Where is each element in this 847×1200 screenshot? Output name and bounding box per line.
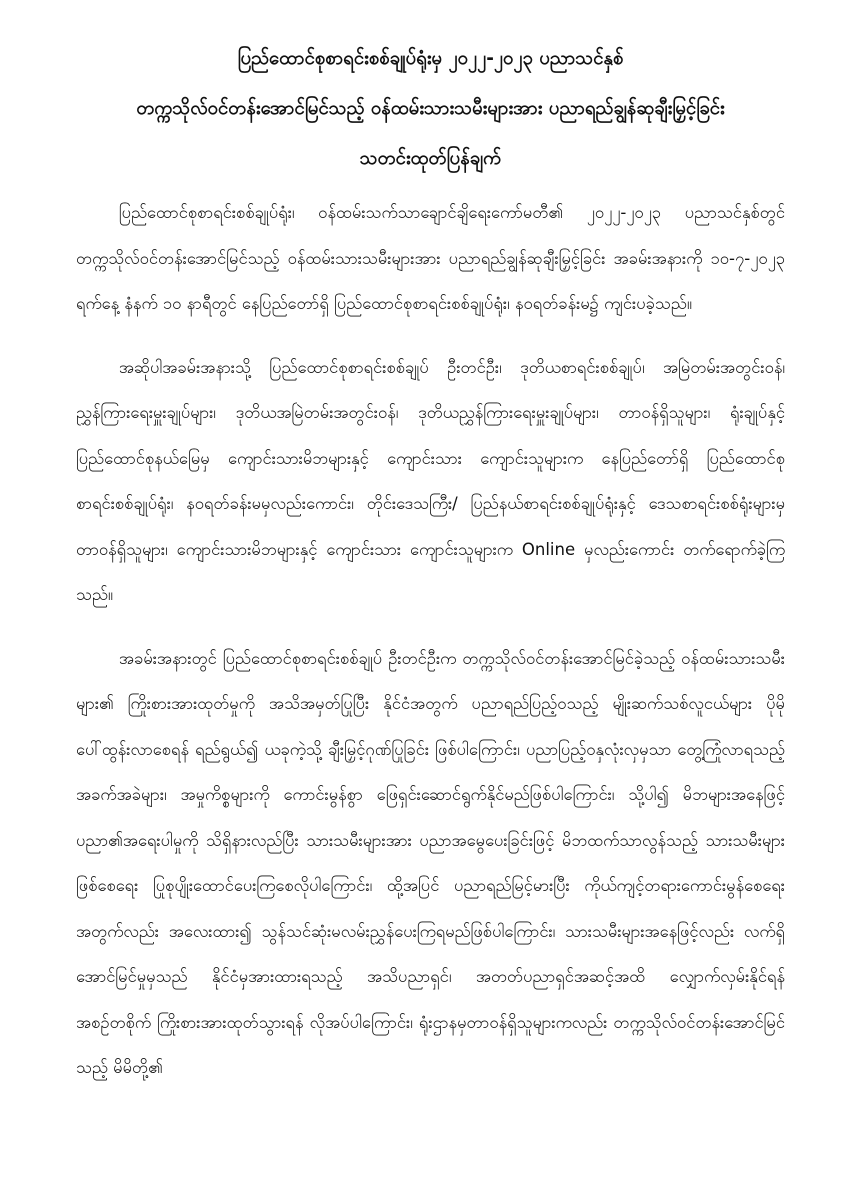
title-line-1: ပြည်ထောင်စုစာရင်းစစ်ချုပ်ရုံးမှ ၂၀၂၂-၂၀၂၃ ပညာသင်နှစ်	[237, 48, 624, 69]
document-title	[76, 34, 785, 184]
title-line-2: တက္ကသိုလ်ဝင်တန်းအောင်မြင်သည့် ဝန်ထမ်းသားသမီးများအား ပညာရည်ချွန်ဆုချီးမြှင့်ခြင်း	[136, 98, 725, 119]
title-line-3: သတင်းထုတ်ပြန်ချက်	[359, 148, 502, 169]
paragraph-3: အခမ်းအနားတွင် ပြည်ထောင်စုစာရင်းစစ်ချုပ် ဦးတင်ဦးက တက္ကသိုလ်ဝင်တန်းအောင်မြင်ခဲ့သည့် ဝန်ထမ်းသားသမီးများ၏ ကြိုးစားအားထုတ်မှုကို အသိအမှတ်ပြုပြီး နိုင်ငံအတွက် ပညာရည်ပြည့်ဝသည့် မျိုးဆက်သစ်လူငယ်များ ပိုမိုပေါ်ထွန်းလာစေရန် ရည်ရွယ်၍ ယခုကဲ့သို့ ချီးမြှင့်ဂုဏ်ပြုခြင်း ဖြစ်ပါကြောင်း၊ ပညာပြည့်ဝနှလုံးလှမှသာ တွေ့ကြုံလာရသည့် အခက်အခဲများ၊ အမှုကိစ္စများကို ကောင်းမွန်စွာ ဖြေရှင်းဆောင်ရွက်နိုင်မည်ဖြစ်ပါကြောင်း၊ သို့ပါ၍ မိဘများအနေဖြင့် ပညာ၏အရေးပါမှုကို သိရှိနားလည်ပြီး သားသမီးများအား ပညာအမွေပေးခြင်းဖြင့် မိဘထက်သာလွန်သည့် သားသမီးများဖြစ်စေရေး ပြုစုပျိုးထောင်ပေးကြစေလိုပါကြောင်း၊ ထို့အပြင် ပညာရည်မြင့်မားပြီး ကိုယ်ကျင့်တရားကောင်းမွန်စေရေးအတွက်လည်း အလေးထား၍ သွန်သင်ဆုံးမလမ်းညွှန်ပေးကြရမည်ဖြစ်ပါကြောင်း၊ သားသမီးများအနေဖြင့်လည်း လက်ရှိအောင်မြင်မှုမှသည် နိုင်ငံမှအားထားရသည့် အသိပညာရှင်၊ အတတ်ပညာရှင်အဆင့်အထိ လျှောက်လှမ်းနိုင်ရန် အစဉ်တစိုက် ကြိုးစားအားထုတ်သွားရန် လိုအပ်ပါကြောင်း၊ ရုံးဌာနမှတာဝန်ရှိသူများကလည်း တက္ကသိုလ်ဝင်တန်းအောင်မြင်သည့် မိမိတို့၏	[76, 648, 785, 1077]
paragraph-2: အဆိုပါအခမ်းအနားသို့ ပြည်ထောင်စုစာရင်းစစ်ချုပ် ဦးတင်ဦး၊ ဒုတိယစာရင်းစစ်ချုပ်၊ အမြဲတမ်းအတွင်းဝန်၊ ညွှန်ကြားရေးမှူးချုပ်များ၊ ဒုတိယအမြဲတမ်းအတွင်းဝန်၊ ဒုတိယညွှန်ကြားရေးမှူးချုပ်များ၊ တာဝန်ရှိသူများ၊ ရုံးချုပ်နှင့် ပြည်ထောင်စုနယ်မြေမှ ကျောင်းသားမိဘများနှင့် ကျောင်းသား ကျောင်းသူများက နေပြည်တော်ရှိ ပြည်ထောင်စုစာရင်းစစ်ချုပ်ရုံး၊ နဝရတ်ခန်းမမှလည်းကောင်း၊ တိုင်းဒေသကြီး/ ပြည်နယ်စာရင်းစစ်ချုပ်ရုံးနှင့် ဒေသစာရင်းစစ်ရုံးများမှ တာဝန်ရှိသူများ၊ ကျောင်းသားမိဘများနှင့် ကျောင်းသား ကျောင်းသူများက Online မှလည်းကောင်း တက်ရောက်ခဲ့ကြသည်။	[76, 357, 785, 604]
paragraph-1: ပြည်ထောင်စုစာရင်းစစ်ချုပ်ရုံး၊ ဝန်ထမ်းသက်သာချောင်ချိရေးကော်မတီ၏ ၂၀၂၂-၂၀၂၃ ပညာသင်နှစ်တွင် တက္ကသိုလ်ဝင်တန်းအောင်မြင်သည့် ဝန်ထမ်းသားသမီးများအား ပညာရည်ချွန်ဆုချီးမြှင့်ခြင်း အခမ်းအနားကို ၁၀-၇-၂၀၂၃ ရက်နေ့ နံနက် ၁၀ နာရီတွင် နေပြည်တော်ရှိ ပြည်ထောင်စုစာရင်းစစ်ချုပ်ရုံး၊ နဝရတ်ခန်းမ၌ ကျင်းပခဲ့သည်။	[76, 203, 785, 313]
